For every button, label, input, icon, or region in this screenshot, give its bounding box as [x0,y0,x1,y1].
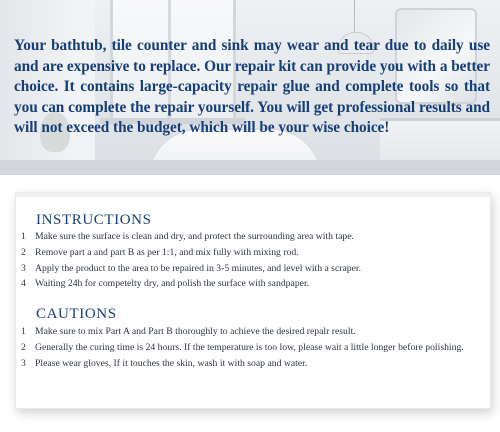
instructions-heading: INSTRUCTIONS [36,212,152,228]
cautions-heading: CAUTIONS [36,306,117,322]
intro-paragraph: Your bathtub, tile counter and sink may wear and tear due to daily use and are expensive to replace. Our repair kit can provide you with a better choice. It contains large-capacity repair glue and complete tools so that you can complete the repair yourself. You will get professional results and will not exceed the budget, which will be your wise choice! [14,37,490,136]
instruction-item [21,261,486,277]
lamp-cord [354,0,355,34]
item-number: 3 [21,357,26,369]
instruction-item [21,245,486,261]
item-text: Make sure to mix Part A and Part B thoroughly to achieve the desired repalr result. [35,326,356,337]
instructions-list [21,229,486,292]
item-text: Apply the product to the area to be repaired in 3-5 minutes, and level with a scraper. [35,262,362,274]
card-top-strip [16,193,490,197]
item-text: Generally the curing time is 24 hours. If the temperature is too low, please wait a little longer before polishing. [35,341,464,353]
caution-item [21,324,486,340]
item-text: Waiting 24h for competelty dry, and polish the surface with sandpaper. [35,278,310,290]
item-text: Please wear gloves, If it touches the skin, wash it with soap and water. [35,357,308,369]
floor [0,160,500,175]
item-number: 2 [21,246,26,258]
item-number: 1 [21,231,26,242]
item-number: 4 [21,278,26,290]
bathroom-photo-banner [0,0,500,175]
caution-item [21,340,486,356]
item-number: 1 [21,326,26,337]
item-number: 2 [21,341,26,353]
instruction-card [15,192,491,409]
instruction-item [21,276,486,292]
item-text: Remove part a and part B as per 1:1, and mix fully with mixing rod. [35,246,299,258]
cautions-list [21,324,486,371]
caution-item [21,356,486,372]
instruction-item [21,229,486,245]
item-number: 3 [21,262,26,274]
item-text: Make sure the surface is clean and dry, and protect the surrounding area with tape. [35,231,354,242]
